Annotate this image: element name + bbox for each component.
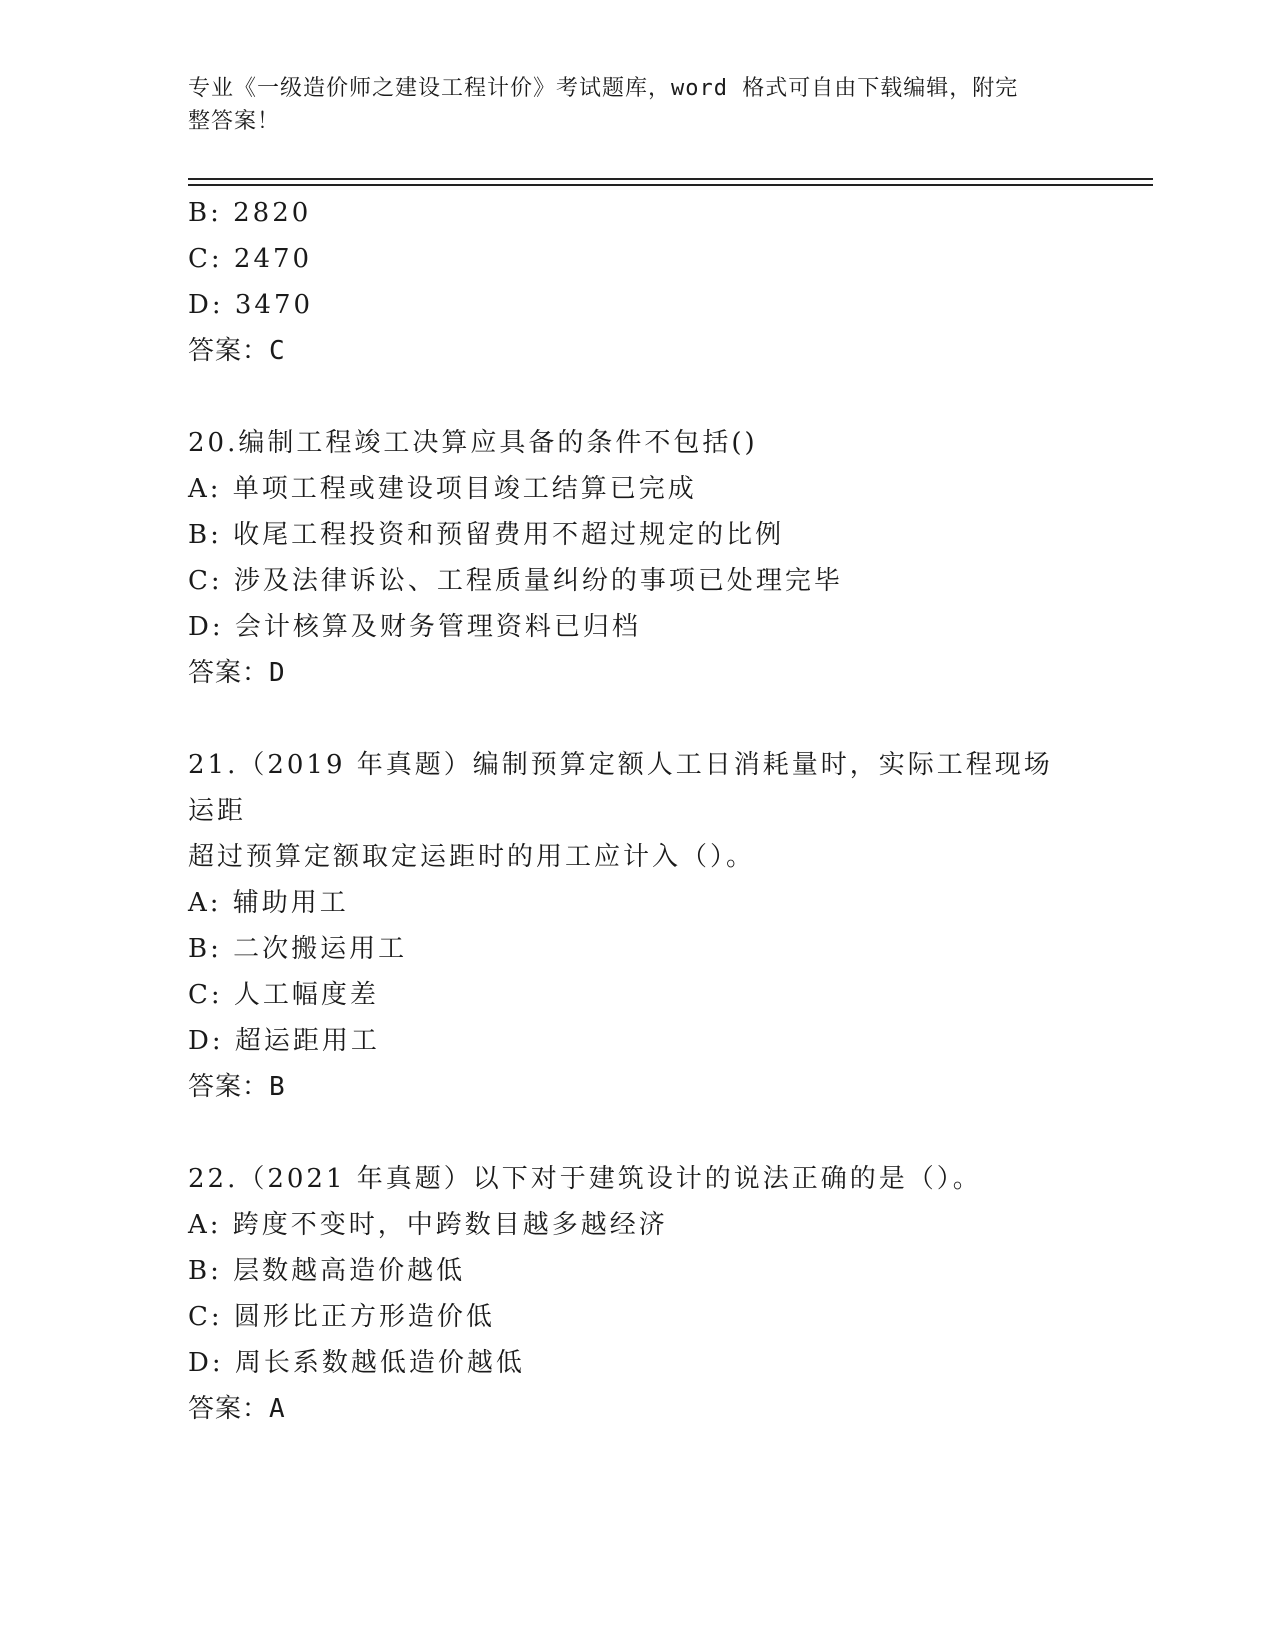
spacer (188, 1110, 1088, 1156)
question-title: 20.编制工程竣工决算应具备的条件不包括() (188, 428, 758, 458)
option-b: B: 2820 (188, 198, 312, 228)
question-list (188, 190, 1088, 1432)
header-divider-bottom (188, 184, 1153, 186)
option-b: B: 收尾工程投资和预留费用不超过规定的比例 (188, 520, 785, 550)
option-d: D: 3470 (188, 290, 314, 320)
option-a: A: 辅助用工 (188, 888, 349, 918)
question-19-continuation (188, 190, 1088, 374)
question-20 (188, 420, 1088, 696)
option-c: C: 圆形比正方形造价低 (188, 1302, 495, 1332)
answer: 答案：A (188, 1394, 286, 1424)
answer: 答案：B (188, 1072, 286, 1102)
option-c: C: 人工幅度差 (188, 980, 379, 1010)
question-title: 22.（2021 年真题）以下对于建筑设计的说法正确的是（）。 (188, 1164, 982, 1194)
question-22 (188, 1156, 1088, 1432)
answer: 答案：D (188, 658, 286, 688)
question-title: 21.（2019 年真题）编制预算定额人工日消耗量时，实际工程现场运距 超过预算定额取定运距时的用工应计入（）。 (188, 750, 1053, 872)
option-b: B: 二次搬运用工 (188, 934, 408, 964)
option-a: A: 单项工程或建设项目竣工结算已完成 (188, 474, 697, 504)
option-c: C: 2470 (188, 244, 313, 274)
option-b: B: 层数越高造价越低 (188, 1256, 466, 1286)
page-header: 专业《一级造价师之建设工程计价》考试题库，word 格式可自由下载编辑，附完 整答案！ (188, 76, 1019, 134)
option-c: C: 涉及法律诉讼、工程质量纠纷的事项已处理完毕 (188, 566, 843, 596)
option-d: D: 周长系数越低造价越低 (188, 1348, 525, 1378)
spacer (188, 374, 1088, 420)
header-divider-top (188, 178, 1153, 180)
option-d: D: 超运距用工 (188, 1026, 380, 1056)
spacer (188, 696, 1088, 742)
option-d: D: 会计核算及财务管理资料已归档 (188, 612, 641, 642)
answer: 答案：C (188, 336, 286, 366)
option-a: A: 跨度不变时，中跨数目越多越经济 (188, 1210, 668, 1240)
question-21 (188, 742, 1088, 1110)
